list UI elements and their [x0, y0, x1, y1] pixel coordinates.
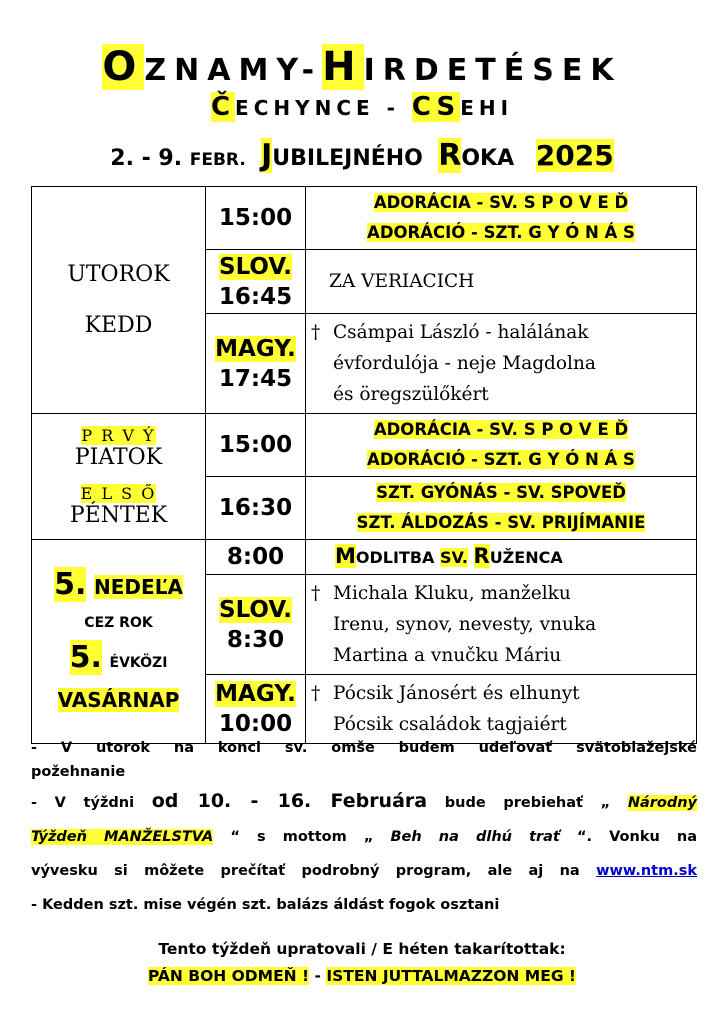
note-line: - V utorok na konci sv. omše budem udeľovať svätoblažejské [31, 740, 697, 756]
note-line: vývesku si môžete prečítať podrobný program, ale aj na www.ntm.sk [31, 863, 697, 879]
cleaning-footer: Tento týždeň upratovali / E héten takarítottak: PÁN BOH ODMEŇ ! - ISTEN JUTTALMAZZON MEG ! [147, 940, 577, 985]
page-subtitle: ČECHYNCE - CSEHI [210, 92, 514, 122]
date-line: 2. - 9. FEBR. JUBILEJNÉHO ROKA 2025 [110, 138, 614, 173]
table-row [32, 414, 697, 477]
schedule-table [31, 186, 697, 744]
event-cell: † Michala Kluku, manželku Irenu, synov, nevesty, vnuka Martina a vnučku Máriu [306, 575, 697, 675]
time-cell: SLOV. 16:45 [206, 250, 306, 314]
day-cell-friday: P R V Ý PIATOK E L S Ő PÉNTEK [32, 414, 206, 540]
event-cell: ADORÁCIA - SV. S P O V E Ď ADORÁCIÓ - SZT. G Y Ó N Á S [306, 187, 697, 250]
event-cell: ZA VERIACICH [306, 250, 697, 314]
thanks-hu: ISTEN JUTTALMAZZON MEG ! [326, 967, 577, 985]
time-cell: 15:00 [206, 187, 306, 250]
title-initial-o: O [102, 44, 145, 90]
title-initial-h: H [322, 44, 364, 90]
day-cell-tuesday: UTOROK KEDD [32, 187, 206, 414]
announcements [31, 736, 697, 922]
note-line: požehnanie [31, 764, 126, 780]
time-cell: MAGY. 17:45 [206, 314, 306, 414]
event-cell: † Csámpai László - halálának évfordulója - neje Magdolna és öregszülőkért [306, 314, 697, 414]
year: 2025 [535, 139, 614, 172]
time-cell: 15:00 [206, 414, 306, 477]
page-title: OZNAMY-HIRDETÉSEK [102, 44, 622, 90]
time-cell: SLOV. 8:30 [206, 575, 306, 675]
cross-icon: † [311, 583, 321, 604]
note-line: - Kedden szt. mise végén szt. balázs áldást fogok osztani [31, 897, 500, 913]
note-line: - V týždni od 10. - 16. Februára bude prebiehať „ Národný [31, 790, 697, 812]
event-cell: ADORÁCIA - SV. S P O V E Ď ADORÁCIÓ - SZT. G Y Ó N Á S [306, 414, 697, 477]
time-cell: 16:30 [206, 477, 306, 540]
cross-icon: † [311, 322, 321, 343]
note-line: Týždeň MANŽELSTVA “ s mottom „ Beh na dlhú trať “. Vonku na [31, 829, 697, 845]
date-range: 2. - 9. [110, 146, 183, 171]
date-month: FEBR. [189, 150, 246, 170]
table-row [32, 187, 697, 250]
cross-icon: † [311, 683, 321, 704]
table-row [32, 540, 697, 575]
time-cell: MAGY. 10:00 [206, 675, 306, 744]
event-cell: † Pócsik Jánosért és elhunyt Pócsik családok tagjaiért [306, 675, 697, 744]
event-cell: MODLITBA SV. RUŽENCA [306, 540, 697, 575]
time-cell: 8:00 [206, 540, 306, 575]
thanks-sk: PÁN BOH ODMEŇ ! [147, 967, 310, 985]
day-cell-sunday: 5. NEDEĽA CEZ ROK 5. ÉVKÖZI VASÁRNAP [32, 540, 206, 744]
ntm-link[interactable]: www.ntm.sk [596, 863, 697, 879]
event-cell: SZT. GYÓNÁS - SV. SPOVEĎ SZT. ÁLDOZÁS - SV. PRIJÍMANIE [306, 477, 697, 540]
